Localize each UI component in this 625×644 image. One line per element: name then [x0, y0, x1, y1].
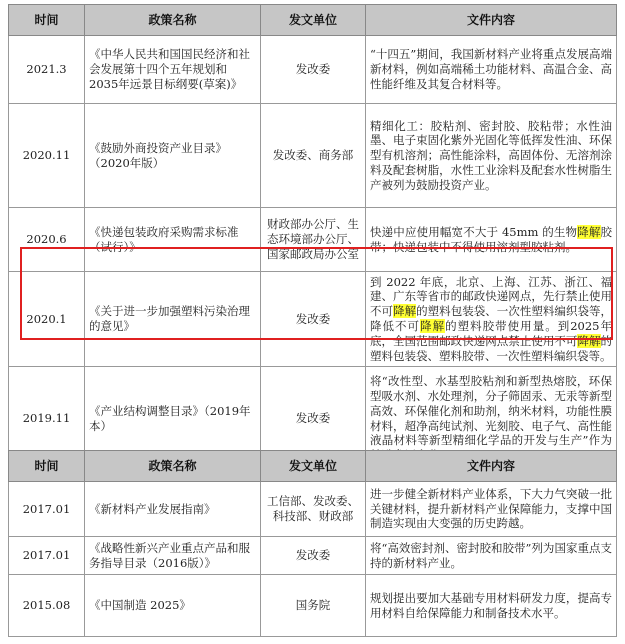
table-row	[9, 104, 617, 208]
table-row	[9, 272, 617, 367]
table-header-row	[9, 451, 617, 482]
header-policy: 政策名称	[85, 451, 261, 482]
row-time: 2015.08	[9, 575, 85, 637]
table-row	[9, 575, 617, 637]
table-row	[9, 482, 617, 537]
row-content: 将“改性型、水基型胶粘剂和新型热熔胶，环保型吸水剂、水处理剂，分子筛固汞、无汞等新型高效、环保催化剂和助剂，纳米材料，功能性膜材料，超净高纯试剂、光刻胶、电子气、高性能液晶材料等新型精细化学品的开发与生产”作为	[366, 367, 617, 471]
header-unit: 发文单位	[261, 451, 366, 482]
row-unit: 发改委	[261, 367, 366, 471]
row-content: 将“高效密封剂、密封胶和胶带”列为国家重点支持的新材料产业。	[366, 537, 617, 575]
row-unit: 财政部办公厅、生态环境部办公厅、国家邮政局办公室	[261, 208, 366, 272]
content-text: 胶带；快递包装中不得使用溶剂型胶粘剂。	[370, 224, 612, 254]
row-policy: 《中华人民共和国国民经济和社会发展第十四个五年规划和2035年远景目标纲要(草案)》	[85, 36, 261, 104]
header-content: 文件内容	[366, 5, 617, 36]
row-time: 2017.01	[9, 482, 85, 537]
table-header-row	[9, 5, 617, 36]
row-time: 2020.11	[9, 104, 85, 208]
highlight-text: 降解	[393, 304, 417, 319]
table-row	[9, 208, 617, 272]
highlight-text: 降解	[577, 333, 601, 348]
row-time: 2021.3	[9, 36, 85, 104]
row-content: “十四五”期间，我国新材料产业将重点发展高端新材料，例如高端稀土功能材料、高温合金、高性能纤维及其复合材料等。	[366, 36, 617, 104]
row-content: 规划提出要加大基础专用材料研发力度，提高专用材料自给保障能力和制备技术水平。	[366, 575, 617, 637]
row-content	[366, 272, 617, 367]
content-text: 的塑料包装袋、一次性塑料编织袋等，降低不可	[370, 304, 613, 333]
highlight-text: 降解	[420, 319, 446, 333]
row-content	[366, 208, 617, 272]
header-content: 文件内容	[366, 451, 617, 482]
row-unit: 发改委	[261, 537, 366, 575]
table-row	[9, 36, 617, 104]
row-policy: 《中国制造 2025》	[85, 575, 261, 637]
row-unit: 发改委	[261, 36, 366, 104]
row-time: 2019.11	[9, 367, 85, 471]
policy-table-2	[8, 450, 617, 637]
row-unit: 国务院	[261, 575, 366, 637]
row-policy: 《新材料产业发展指南》	[85, 482, 261, 537]
content-text: 快递中应使用幅宽不大于 45mm 的生物	[370, 224, 578, 239]
header-time: 时间	[9, 451, 85, 482]
row-time: 2017.01	[9, 537, 85, 575]
row-time: 2020.6	[9, 208, 85, 272]
row-policy: 《战略性新兴产业重点产品和服务指导目录（2016版）》	[85, 537, 261, 575]
highlight-text: 降解	[577, 224, 601, 239]
content-text: 到 2022 年底，北京、上海、江苏、浙江、福建、广东等省市的邮政快递网点，先行禁止使用不可	[370, 274, 612, 319]
header-policy: 政策名称	[85, 5, 261, 36]
row-content: 精细化工：胶粘剂、密封胶、胶粘带；水性油墨、电子束固化紫外光固化等低挥发性油、环保型有机溶剂；高性能涂料，高固体份、无溶剂涂料及配套树脂，水性工业涂料及配套水性树脂生产被列为鼓励投资产业。	[366, 104, 617, 208]
row-policy: 《关于进一步加强塑料污染治理的意见》	[85, 272, 261, 367]
row-unit: 发改委	[261, 272, 366, 367]
row-time: 2020.1	[9, 272, 85, 367]
row-policy: 《鼓励外商投资产业目录》（2020年版）	[85, 104, 261, 208]
row-unit: 发改委、商务部	[261, 104, 366, 208]
header-time: 时间	[9, 5, 85, 36]
content-text: 的塑料胶带使用量。到2025年底，全国范围邮政快递网点禁止使用不可	[370, 319, 613, 348]
row-policy: 《产业结构调整目录》（2019年本）	[85, 367, 261, 471]
header-unit: 发文单位	[261, 5, 366, 36]
row-policy: 《快递包装政府采购需求标准（试行）》	[85, 208, 261, 272]
table-row	[9, 537, 617, 575]
policy-table-1	[8, 4, 617, 471]
row-unit: 工信部、发改委、科技部、财政部	[261, 482, 366, 537]
row-content: 进一步健全新材料产业体系，下大力气突破一批关键材料，提升新材料产业保障能力，支撑中国制造实现由大变强的历史跨越。	[366, 482, 617, 537]
content-text: 的塑料包装袋、塑料胶带、一次性塑料编织袋等。	[370, 333, 613, 363]
